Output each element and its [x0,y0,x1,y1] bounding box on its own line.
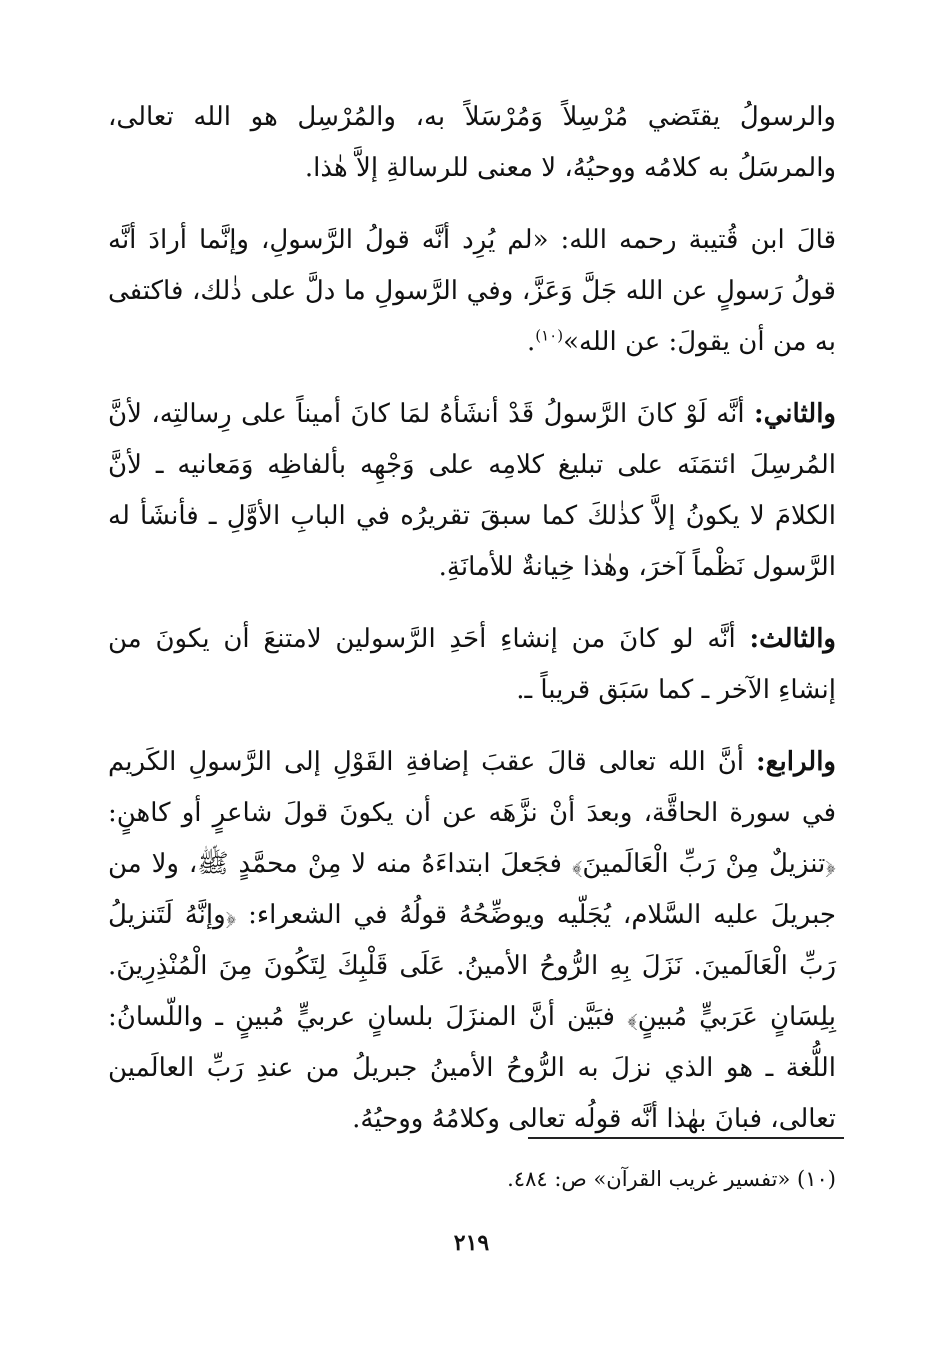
paragraph-5-lead: والرابع: [756,747,836,777]
page-number: ٢١٩ [453,1230,490,1256]
paragraph-3-lead: والثاني: [754,399,836,429]
paragraph-5-text: أنَّ الله تعالى قالَ عقبَ إضافةِ القَوْلِ إلى الرَّسولِ الكَريم في سورة الحاقَّة، وبعدَ أنْ نزَّهَه عن أن يكونَ قولَ شاعرٍ أو كاهنٍ: ﴿تنزيلٌ مِنْ رَبِّ الْعَالَمينَ﴾ فجَعلَ ابتداءَهُ منه لا مِنْ محمَّدٍ ﷺ، ولا من جبريلَ عليه السَّلام، يُجَلّيه ويوضِّحُهُ قولُهُ في الشعراء: ﴿وإنَّهُ لَتَنزيلُ رَبِّ الْعَالَمينَ. نَزَلَ بِهِ الرُّوحُ الأمينُ. عَلَى قَلْبِكَ لِتَكُونَ مِنَ الْمُنْذِرِينَ. بِلِسَانٍ عَرَبيٍّ مُبينٍ﴾ فبَيَّن أنَّ المنزَلَ بلسانٍ عربيٍّ مُبينٍ ـ واللّسانُ: اللُّغة ـ هو الذي نزلَ به الرُّوحُ الأمينُ جبريلُ من عندِ رَبِّ العالَمين تعالى، فبانَ بهٰذا أنَّه قولُه تعالى وكلامُهُ ووحيُهُ. [108,747,836,1134]
paragraph-2-text: قالَ ابن قُتيبة رحمه الله: «لم يُرِد أنَّه قولُ الرَّسولِ، وإنَّما أرادَ أنَّه قولُ رَسولٍ عن الله جَلَّ وَعَزَّ، وفي الرَّسولِ ما دلَّ على ذٰلك، فاكتفى به من أن يقولَ: عن الله» [108,225,836,357]
footnote-reference: (١٠) [535,326,564,345]
paragraph-3 [108,389,836,593]
paragraph-4-lead: والثالث: [749,624,836,654]
paragraph-1 [108,92,836,194]
paragraph-4 [108,614,836,716]
main-text [108,92,836,1166]
footnote: (١٠) «تفسير غريب القرآن» ص: ٤٨٤. [507,1167,836,1191]
paragraph-2-end: . [526,327,536,357]
paragraph-3-text: أنَّه لَوْ كانَ الرَّسولُ قَدْ أنشَأهُ لمَا كانَ أميناً على رِسالتِه، لأنَّ المُرسِلَ ائتمَنَه على تبليغ كلامِه على وَجْهِه بألفاظِه وَمَعانيه ـ لأنَّ الكلامَ لا يكونُ إلاَّ كذٰلكَ كما سبقَ تقريرُه في البابِ الأوَّلِ ـ فأنشَأ له الرَّسول نَظْماً آخرَ، وهٰذا خِيانةٌ للأمانَةِ. [108,399,836,582]
paragraph-2 [108,215,836,368]
footnote-divider [528,1137,844,1139]
paragraph-1-text: والرسولُ يقتَضي مُرْسِلاً وَمُرْسَلاً به، والمُرْسِل هو الله تعالى، والمرسَلُ به كلامُه ووحيُهُ، لا معنى للرسالةِ إلاَّ هٰذا. [108,102,836,183]
paragraph-4-text: أنَّه لو كانَ من إنشاءِ أحَدِ الرَّسولين لامتنعَ أن يكونَ من إنشاءِ الآخر ـ كما سَبَق قريباً ـ. [108,624,836,705]
paragraph-5 [108,737,836,1145]
